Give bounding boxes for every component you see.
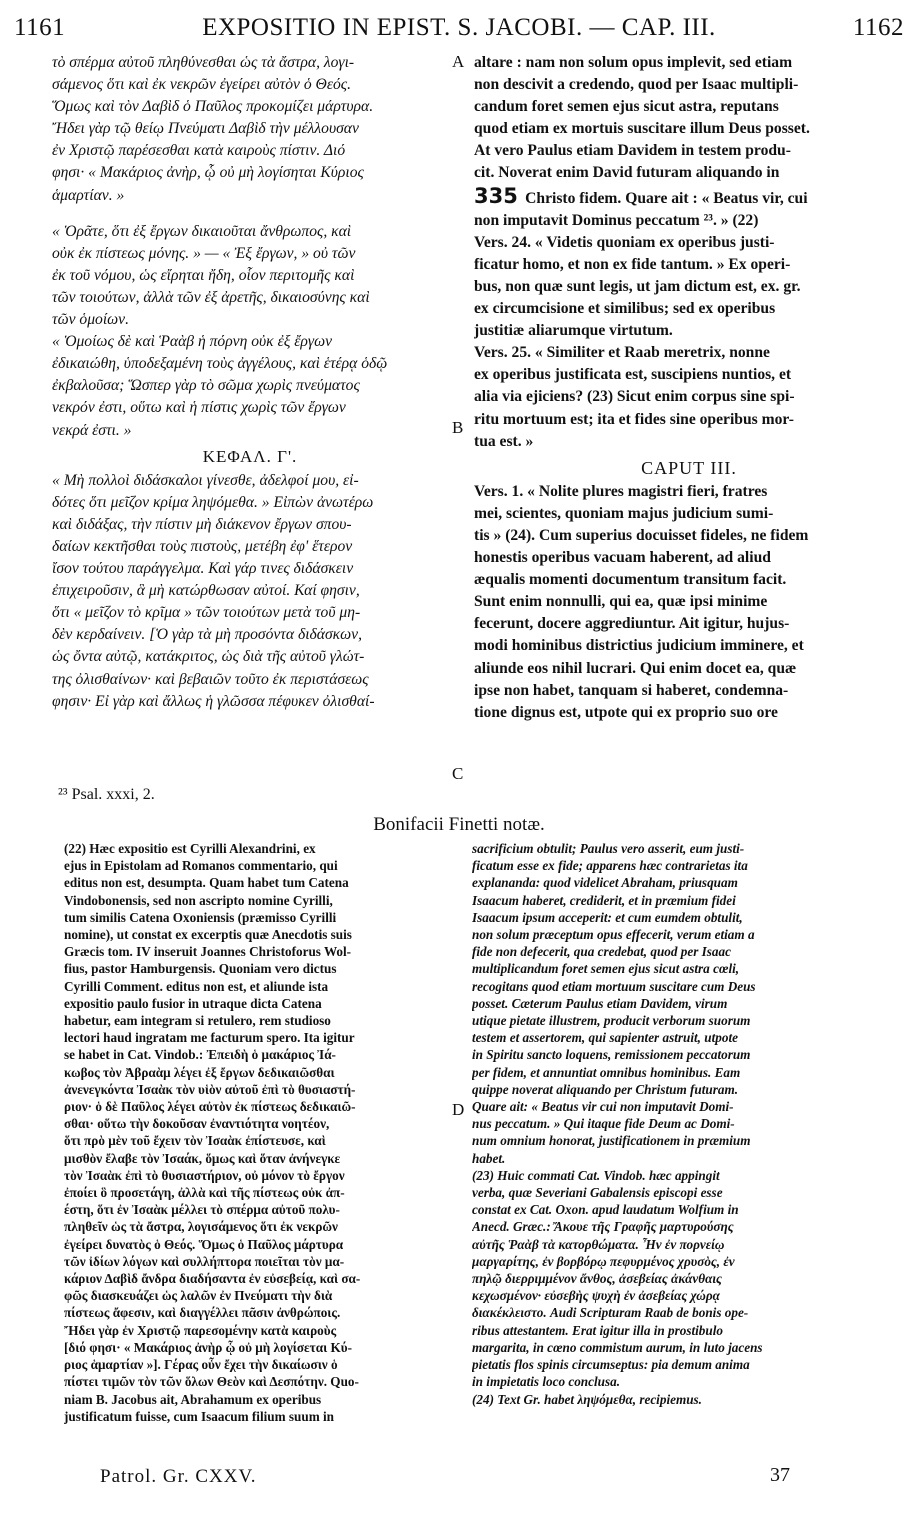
- text-line: έστη, ὅτι ἐν Ἰσαὰκ μέλλει τὸ σπέρμα αὐτοῦ πολυ-: [64, 1202, 340, 1218]
- text-line: Sunt enim nonnulli, qui ea, quæ ipsi minime: [474, 593, 768, 611]
- text-line: ἐποίει ὃ προσετάγη, ἀλλὰ καὶ τῆς πίστεως οὐκ ἀπ-: [64, 1185, 345, 1201]
- text-line: αὐτῆς Ῥαὰβ τὰ κατορθώματα. Ἦν ἐν πορνείῳ: [472, 1236, 725, 1252]
- text-line: οὐκ ἐκ πίστεως μόνης. » — « Ἐξ ἔργων, » οὐ τῶν: [52, 244, 356, 262]
- text-line: ficatum esse ex fide; apparens hæc contrarietas ita: [472, 858, 748, 874]
- text-line: niam B. Jacobus ait, Abrahamum ex operibus: [64, 1391, 322, 1407]
- text-line: 335 Christo fidem. Quare ait : « Beatus vir, cui: [474, 184, 808, 208]
- text-line: φησι· « Μακάριος ἀνὴρ, ᾧ οὐ μὴ λογίσηται Κύριος: [52, 164, 364, 182]
- text-line: Isaacum haberet, crediderit, et in præmium fidei: [472, 892, 736, 908]
- left-page-number: 1161: [14, 14, 66, 41]
- text-line: ὡς ὄντα αὐτῷ, κατάκριτος, ὡς διὰ τῆς αὐτοῦ γλώτ-: [52, 648, 365, 666]
- text-line: alia via ejiciens? (23) Sicut enim corpus sine spi-: [474, 388, 795, 406]
- latin-text-column: [474, 52, 904, 724]
- text-line: [52, 207, 448, 221]
- text-line: ficatur homo, et non ex fide tantum. » Ex operi-: [474, 255, 791, 273]
- text-line: ὅτι πρὸ μὲν τοῦ ἔχειν τὸν Ἰσαὰκ ἐπίστευσε, καὶ: [64, 1133, 326, 1149]
- text-line: ἐδικαιώθη, ὑποδεξαμένη τοὺς ἀγγέλους, καὶ ἑτέρᾳ ὁδῷ: [52, 355, 388, 373]
- text-line: tione dignus est, utpote qui ex proprio suo ore: [474, 703, 778, 721]
- right-page-number: 1162: [852, 14, 904, 41]
- latin-chapter-text: [474, 481, 904, 724]
- text-line: At vero Paulus etiam Davidem in testem produ-: [474, 142, 791, 160]
- text-line: nus peccatum. » Qui itaque fide Deum ac Domi-: [472, 1116, 735, 1132]
- text-line: ipse non habet, tanquam si haberet, condemna-: [474, 681, 789, 699]
- text-line: ribus attestantem. Erat igitur illa in prostibulo: [472, 1322, 723, 1338]
- text-line: (22) Hæc expositio est Cyrilli Alexandrini, ex: [64, 841, 316, 856]
- text-line: posset. Cæterum Paulus etiam Davidem, virum: [472, 995, 728, 1011]
- greek-commentary: [52, 52, 448, 442]
- text-line: mei, scientes, quoniam majus judicium sumi-: [474, 504, 774, 522]
- text-line: σάμενος ὅτι καὶ ἐκ νεκρῶν ἐγείρει αὐτὸν ὁ Θεός.: [52, 76, 351, 94]
- text-line: fius, pastor Hamburgensis. Quoniam vero dictus: [64, 961, 337, 977]
- text-line: κεχωσμένον· εὐσεβὴς ψυχὴ ἐν ἀσεβείας χώρᾳ: [472, 1288, 720, 1304]
- text-line: altare : nam non solum opus implevit, sed etiam: [474, 54, 793, 71]
- text-line: candum foret semen ejus sicut astra, reputans: [474, 98, 779, 116]
- text-line: [διό φησι· « Μακάριος ἀνὴρ ᾧ οὐ μὴ λογίσεται Κύ-: [64, 1339, 352, 1355]
- text-line: τῶν ἰδίων λόγων καὶ συλλήπτορα ποιεῖται τὸν μα-: [64, 1253, 345, 1269]
- text-line: constat ex Cat. Oxon. apud laudatum Wolfium in: [472, 1202, 739, 1218]
- text-line: νεκρόν ἐστι, οὕτω καὶ ἡ πίστις χωρὶς τῶν ἔργων: [52, 399, 346, 417]
- text-line: φησιν· Εἰ γὰρ καὶ ἄλλως ἡ γλῶσσα πέφυκεν ὀλισθαί-: [52, 692, 375, 710]
- text-line: πηλῷ διερριμμένον ἄνθος, ἀσεβείας ἀκάνθαις: [472, 1271, 722, 1287]
- text-line: testem et assertorem, qui sapienter astruit, utpote: [472, 1030, 738, 1046]
- text-line: ejus in Epistolam ad Romanos commentario, qui: [64, 858, 338, 874]
- text-line: justitiæ aliarumque virtutum.: [474, 322, 673, 340]
- patrologia-reference: Patrol. Gr. CXXV.: [100, 1466, 257, 1487]
- text-line: πίστεως ἄφεσιν, καὶ διαγγέλλει πᾶσιν ἀνθρώποις.: [64, 1305, 341, 1321]
- text-line: editus non est, desumpta. Quam habet tum Catena: [64, 875, 349, 891]
- column-number: 335: [474, 184, 526, 208]
- text-line: expositio paulo fusior in utraque dicta Catena: [64, 995, 322, 1011]
- text-line: Vers. 1. « Nolite plures magistri fieri, fratres: [474, 482, 768, 500]
- text-line: habet.: [472, 1150, 506, 1166]
- text-line: δότες ὅτι μεῖζον κρίμα ληψόμεθα. » Εἰπὼν ἀνωτέρω: [52, 493, 374, 511]
- text-line: ριος ἁμαρτίαν »]. Γέρας οὖν ἔχει τὴν δικαίωσιν ὁ: [64, 1357, 338, 1373]
- text-line: non descivit a credendo, quod per Isaac multipli-: [474, 76, 799, 94]
- page-number: 37: [770, 1464, 790, 1486]
- text-line: ex circumcisione et similibus; sed ex operibus: [474, 300, 776, 318]
- text-line: της ὀλισθαίνων· καὶ βεβαιῶν τοῦτο ἐκ περιστάσεως: [52, 670, 369, 688]
- text-line: (24) Text Gr. habet ληψόμεθα, recipiemus.: [472, 1391, 702, 1407]
- text-line: aliunde eos nihil lucrari. Qui enim docet ea, quæ: [474, 659, 797, 677]
- text-line: nomine), ut constat ex excerptis quæ Anecdotis suis: [64, 927, 352, 943]
- text-line: νεκρά ἐστι. »: [52, 421, 132, 439]
- page-header: [14, 14, 904, 44]
- text-line: quod etiam ex mortuis suscitare illum Deus posset.: [474, 120, 810, 138]
- text-line: multiplicandum foret semen ejus sicut astra cœli,: [472, 961, 740, 977]
- text-line: « Ὁρᾶτε, ὅτι ἐξ ἔργων δικαιοῦται ἄνθρωπος, καὶ: [52, 222, 352, 240]
- text-line: « Μὴ πολλοὶ διδάσκαλοι γίνεσθε, ἀδελφοί μου, εἰ-: [52, 471, 359, 489]
- text-line: bus, non quæ sunt legis, ut jam dictum est, ex. gr.: [474, 277, 801, 295]
- text-line: Ἤδει γὰρ ἐν Χριστῷ παρεσομένην κατὰ καιροὺς: [64, 1322, 337, 1338]
- text-line: utique pietate illustrem, producit verborum suorum: [472, 1013, 751, 1029]
- text-line: « Ὁμοίως δὲ καὶ Ῥαὰβ ἡ πόρνη οὐκ ἐξ ἔργων: [52, 333, 332, 351]
- greek-chapter-heading: ΚΕΦΑΛ. Γ'.: [202, 446, 298, 466]
- text-line: Anecd. Græc.: Ἄκουε τῆς Γραφῆς μαρτυρούσης: [472, 1219, 734, 1235]
- text-line: pietatis flos spinis circumseptus: pia demum anima: [472, 1357, 750, 1373]
- text-line: cit. Noverat enim David futuram aliquando in: [474, 164, 780, 182]
- text-line: tis » (24). Cum superius docuisset fideles, ne fidem: [474, 526, 809, 544]
- greek-text-column: [52, 52, 448, 713]
- text-line: ἐκ τοῦ νόμου, ὡς εἴρηται ἤδη, οἷον περιτομῆς καὶ: [52, 266, 355, 284]
- text-line: in impietatis loco conclusa.: [472, 1374, 620, 1390]
- text-line: quippe noverat aliquando per Christum futuram.: [472, 1081, 739, 1097]
- notes-title: Bonifacii Finetti notæ.: [373, 814, 545, 835]
- text-line: ριον· ὁ δὲ Παῦλος λέγει αὐτὸν ἐκ πίστεως δεδικαιῶ-: [64, 1099, 356, 1115]
- text-line: φῶς διασκευάζει ὡς λαλῶν ἐν Πνεύματι τὴν διὰ: [64, 1288, 333, 1304]
- text-line: æqualis momenti documentum transitum facit.: [474, 571, 787, 589]
- text-line: ἴσον τούτου παράγγελμα. Καὶ γάρ τινες διδάσκειν: [52, 560, 354, 578]
- notes-right-column: [472, 840, 904, 1408]
- text-line: se habet in Cat. Vindob.: Ἐπειδὴ ὁ μακάριος Ἰά-: [64, 1047, 336, 1063]
- text-line: explananda: quod videlicet Abraham, priusquam: [472, 875, 738, 891]
- text-line: τῶν ὁμοίων.: [52, 311, 129, 329]
- text-line: μισθὸν ἔλαβε τὸν Ἰσαάκ, ὅμως καὶ ὅταν ἀνήνεγκε: [64, 1150, 341, 1166]
- text-line: fecerunt, docere aggrediuntur. Ait igitur, hujus-: [474, 615, 790, 633]
- text-line: σθαι· οὕτω τὴν δοκοῦσαν ἐναντιότητα νοητέον,: [64, 1116, 330, 1132]
- notes-left-column: [64, 840, 448, 1425]
- text-line: δὲν κερδαίνειν. [Ὁ γὰρ τὰ μὴ προσόντα διδάσκων,: [52, 626, 362, 644]
- text-line: justificatum fuisse, cum Isaacum filium suum in: [64, 1408, 334, 1424]
- latin-commentary: [474, 52, 904, 453]
- text-line: tua est. »: [474, 432, 534, 450]
- text-line: τὸ σπέρμα αὐτοῦ πληθύνεσθαι ὡς τὰ ἄστρα, λογι-: [52, 54, 355, 71]
- text-line: per fidem, et annuntiat omnibus hominibus. Eam: [472, 1064, 741, 1080]
- text-line: δαίων κεκτῆσθαι τοὺς πιστοὺς, μετέβη ἐφ' ἕτερον: [52, 537, 353, 555]
- footnote: ²³ Psal. xxxi, 2.: [58, 786, 155, 803]
- text-line: ὅτι « μεῖζον τὸ κρῖμα » τῶν τοιούτων μετὰ τοῦ μη-: [52, 604, 361, 622]
- text-line: num omnium honorat, justificationem in præmium: [472, 1133, 751, 1149]
- text-line: ex operibus justificata est, suscipiens nuntios, et: [474, 366, 792, 384]
- text-line: margarita, in cœno commistum aurum, in luto jacens: [472, 1339, 763, 1355]
- text-line: honestis operibus vacuam haberent, ad aliud: [474, 549, 771, 567]
- text-line: fide non defecerit, qua credebat, quod per Isaac: [472, 944, 731, 960]
- text-line: πληθεῖν ὡς τὰ ἄστρα, λογισάμενος ὅτι ἐκ νεκρῶν: [64, 1219, 338, 1235]
- text-line: tum similis Catena Oxoniensis (præmisso Cyrilli: [64, 909, 337, 925]
- text-line: Vers. 24. « Videtis quoniam ex operibus justi-: [474, 233, 775, 251]
- text-line: ἐπιχειροῦσιν, ἃ μὴ κατώρθωσαν αὐτοί. Καί φησιν,: [52, 582, 360, 600]
- text-line: κάριον Δαβὶδ ἄνδρα διαδήσαντα ἐν εὐσεβείᾳ, καὶ σα-: [64, 1271, 361, 1287]
- text-line: lectori haud ingratam me facturum spero. Ita igitur: [64, 1030, 355, 1046]
- text-line: Vindobonensis, sed non ascripto nomine Cyrilli,: [64, 892, 333, 908]
- text-line: Vers. 25. « Similiter et Raab meretrix, nonne: [474, 344, 770, 362]
- text-line: κωβος τὸν Ἀβραὰμ λέγει ἐξ ἔργων δεδικαιῶσθαι: [64, 1064, 335, 1080]
- text-line: καὶ διδάξας, τὴν πίστιν μὴ διάκενον ἔργων σπου-: [52, 515, 352, 533]
- text-line: ἐκβαλοῦσα; Ὥσπερ γὰρ τὸ σῶμα χωρὶς πνεύματος: [52, 377, 360, 395]
- text-line: ἐγείρει δυνατὸς ὁ Θεός. Ὅμως ὁ Παῦλος μάρτυρα: [64, 1236, 344, 1252]
- text-line: διακέκλειστο. Audi Scripturam Raab de bonis ope-: [472, 1305, 749, 1321]
- text-line: Ἤδει γὰρ τῷ θείῳ Πνεύματι Δαβὶδ τὴν μέλλουσαν: [52, 120, 359, 138]
- text-line: verba, quæ Severiani Gabalensis episcopi esse: [472, 1185, 723, 1201]
- text-line: ἀνενεγκόντα Ἰσαὰκ τὸν υἱὸν αὐτοῦ ἐπὶ τὸ θυσιαστή-: [64, 1081, 356, 1097]
- text-line: τῶν τοιούτων, ἀλλὰ τῶν ἐξ ἀρετῆς, δικαιοσύνης καὶ: [52, 288, 370, 306]
- text-line: (23) Huic commati Cat. Vindob. hæc appingit: [472, 1167, 720, 1183]
- latin-chapter-heading: CAPUT III.: [641, 457, 737, 478]
- margin-letter-b: B: [452, 418, 464, 437]
- text-line: Cyrilli Comment. editus non est, et aliunde ista: [64, 978, 329, 994]
- text-line: non solum præceptum opus effecerit, verum etiam a: [472, 927, 755, 943]
- greek-chapter-text: [52, 470, 448, 713]
- text-line: πίστει τιμῶν τὸν τῶν ὅλων Θεὸν καὶ Δεσπότην. Quo-: [64, 1374, 359, 1390]
- text-line: Ὅμως καὶ τὸν Δαβὶδ ὁ Παῦλος προκομίζει μάρτυρα.: [52, 98, 374, 116]
- text-line: recogitans quod etiam mortuum suscitare cum Deus: [472, 978, 756, 994]
- text-line: ἁμαρτίαν. »: [52, 186, 125, 204]
- text-line: ritu mortuum est; ita et fides sine operibus mor-: [474, 410, 794, 428]
- text-line: Quare ait: « Beatus vir cui non imputavit Domi-: [472, 1099, 734, 1115]
- margin-letter-d: D: [452, 1100, 465, 1119]
- margin-letter-a: A: [452, 52, 465, 71]
- text-line: Isaacum ipsum acceperit: et cum eumdem obtulit,: [472, 909, 743, 925]
- text-line: μαργαρίτης, ἐν βορβόρῳ πεφυρμένος χρυσὸς, ἐν: [472, 1253, 735, 1269]
- text-line: in Spiritu sancto loquens, remissionem peccatorum: [472, 1047, 751, 1063]
- text-line: τὸν Ἰσαὰκ ἐπὶ τὸ θυσιαστήριον, οὐ μόνον τὸ ἔργον: [64, 1167, 345, 1183]
- margin-letter-c: C: [452, 764, 464, 783]
- text-line: ἐν Χριστῷ παρέσεσθαι κατὰ καιροὺς πίστιν. Διό: [52, 142, 346, 160]
- text-line: non imputavit Dominus peccatum ²³. » (22): [474, 211, 759, 229]
- text-line: sacrificium obtulit; Paulus vero asserit, eum justi-: [472, 841, 745, 856]
- text-line: modi hominibus districtius judicium imminere, et: [474, 637, 804, 655]
- text-line: habetur, eam integram si retulero, rem studioso: [64, 1013, 331, 1029]
- text-line: Græcis tom. IV inseruit Joannes Christoforus Wol-: [64, 944, 352, 960]
- running-title: EXPOSITIO IN EPIST. S. JACOBI. — CAP. III.: [202, 14, 716, 41]
